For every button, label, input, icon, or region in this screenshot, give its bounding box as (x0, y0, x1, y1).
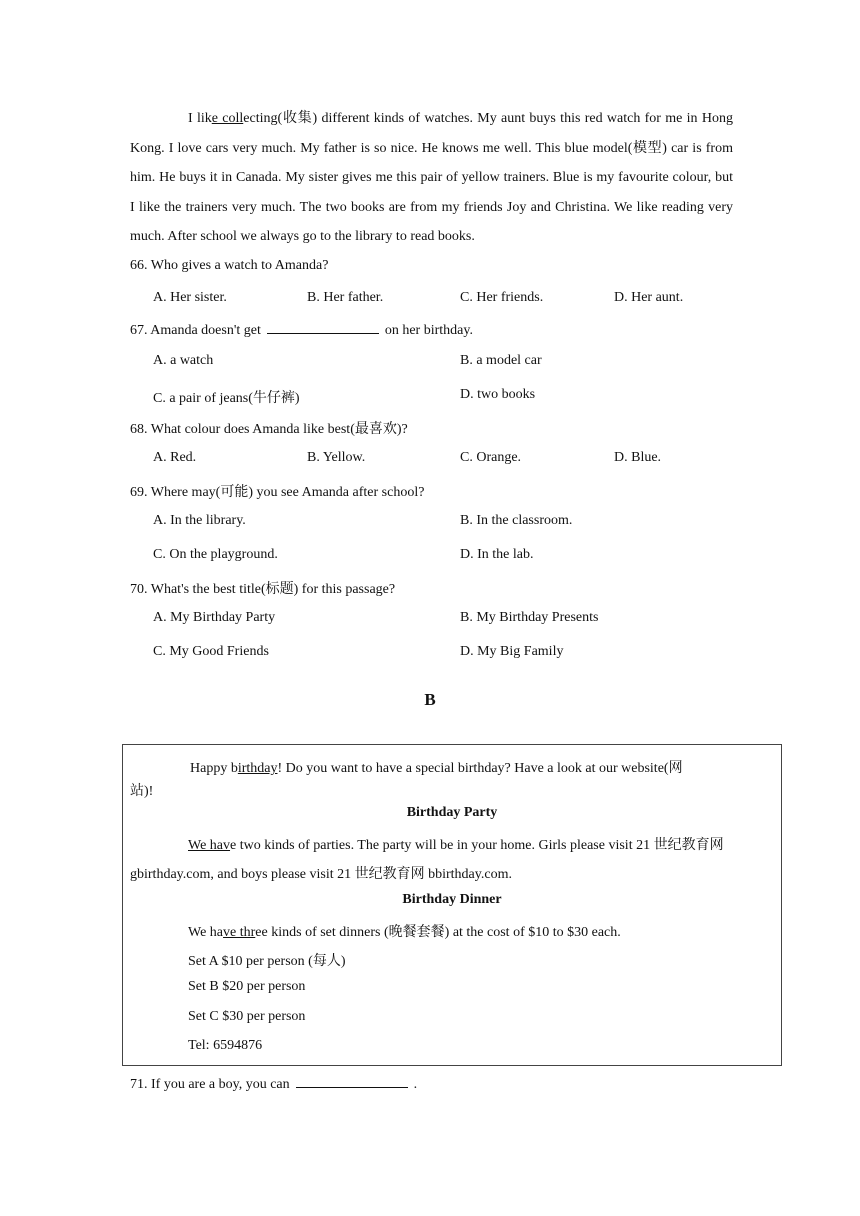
ad-set-a: Set A $10 per person (每人) (188, 954, 346, 969)
q66-option-d: D. Her aunt. (614, 290, 684, 305)
ad-dinner-line-1 (188, 921, 621, 941)
q67-stem-end: on her birthday. (384, 323, 473, 338)
q71-stem-start: 71. If you are a boy, you can (130, 1077, 290, 1092)
ad-intro-text-3: ! Do you want to have a special birthday? Have a look at our website(网 (277, 761, 683, 776)
advertisement-box (122, 744, 782, 1066)
q70-option-b: B. My Birthday Presents (460, 610, 599, 625)
passage-text-2: e coll (211, 111, 244, 126)
q67-option-a: A. a watch (153, 353, 214, 368)
ad-dinner-text-2: ve thr (223, 925, 256, 940)
passage-paragraph (130, 104, 733, 252)
ad-set-c: Set C $30 per person (188, 1009, 306, 1024)
answer-blank (296, 1075, 408, 1088)
section-title-b: B (424, 690, 436, 709)
passage-text-3: ecting(收集) different kinds of watches. My aunt buys this red watch for me in Hong Kong. I love cars very much. My father is so nice. He knows me well. This blue model(模型) car is from him. He buys it in Canada. My sister gives me this pair of yellow trainers. Blue is my favourite colour, but I like the trainers very much. The two books are from my friends Joy and Christina. We like reading very much. After school we always go to the library to read books. (130, 111, 733, 244)
ad-intro-text-1: Happy b (190, 761, 238, 776)
ad-dinner-text-1: We ha (188, 925, 224, 940)
q69-option-c: C. On the playground. (153, 547, 278, 562)
question-69: 69. Where may(可能) you see Amanda after school? (130, 485, 425, 500)
ad-party-line-2: gbirthday.com, and boys please visit 21 世纪教育网 bbirthday.com. (130, 867, 512, 882)
ad-party-text-1: We hav (188, 838, 231, 853)
q71-stem-end: . (413, 1077, 418, 1092)
answer-blank (267, 321, 379, 334)
ad-party-line-1 (188, 834, 724, 854)
ad-intro-text-2: irthday (237, 761, 278, 776)
q68-option-b: B. Yellow. (307, 450, 366, 465)
q69-option-b: B. In the classroom. (460, 513, 573, 528)
ad-party-heading: Birthday Party (406, 805, 498, 820)
ad-intro-line-1 (190, 757, 683, 777)
q68-option-d: D. Blue. (614, 450, 662, 465)
question-67 (130, 321, 473, 339)
q66-option-b: B. Her father. (307, 290, 384, 305)
question-71 (130, 1075, 417, 1093)
q66-option-c: C. Her friends. (460, 290, 544, 305)
question-68: 68. What colour does Amanda like best(最喜欢)? (130, 422, 408, 437)
ad-telephone: Tel: 6594876 (188, 1038, 263, 1053)
ad-intro-line-2: 站)! (130, 784, 154, 799)
q69-option-a: A. In the library. (153, 513, 246, 528)
passage-text-1: I lik (188, 111, 212, 126)
question-66: 66. Who gives a watch to Amanda? (130, 258, 329, 273)
ad-set-b: Set B $20 per person (188, 979, 306, 994)
q70-option-c: C. My Good Friends (153, 644, 269, 659)
ad-party-text-2: e two kinds of parties. The party will be in your home. Girls please visit 21 世纪教育网 (230, 838, 724, 853)
q66-option-a: A. Her sister. (153, 290, 227, 305)
q68-option-c: C. Orange. (460, 450, 522, 465)
q67-option-b: B. a model car (460, 353, 542, 368)
q69-option-d: D. In the lab. (460, 547, 534, 562)
ad-dinner-heading: Birthday Dinner (402, 892, 502, 907)
ad-dinner-text-3: ee kinds of set dinners (晚餐套餐) at the cost of $10 to $30 each. (255, 925, 621, 940)
q70-option-d: D. My Big Family (460, 644, 564, 659)
q67-option-c: C. a pair of jeans(牛仔裤) (153, 391, 300, 406)
q67-stem-start: 67. Amanda doesn't get (130, 323, 261, 338)
q70-option-a: A. My Birthday Party (153, 610, 276, 625)
question-70: 70. What's the best title(标题) for this passage? (130, 582, 396, 597)
q68-option-a: A. Red. (153, 450, 197, 465)
q67-option-d: D. two books (460, 387, 536, 402)
